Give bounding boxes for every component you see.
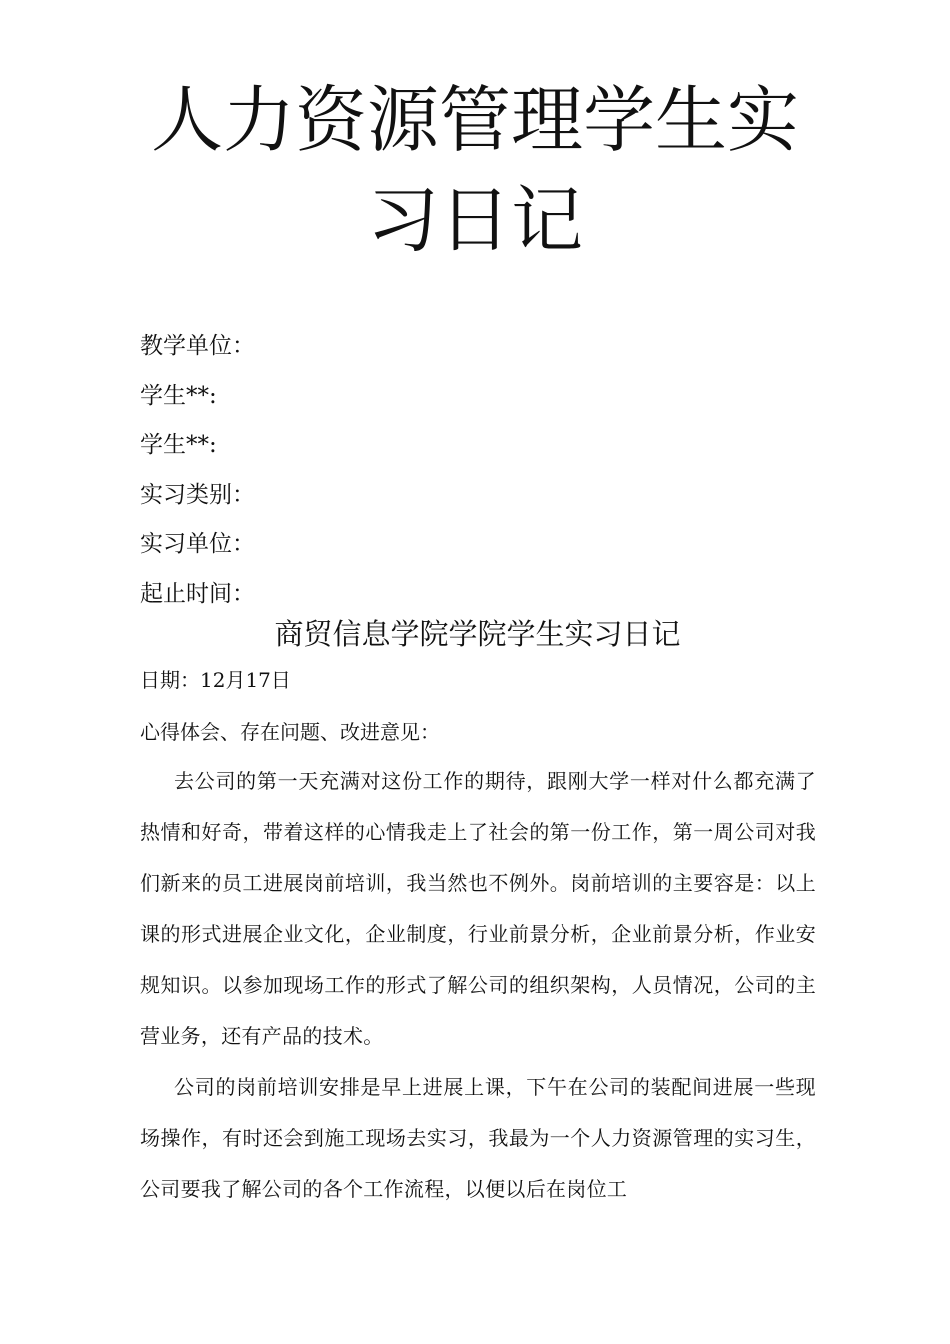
field-internship-type: 实习类别： xyxy=(140,481,255,508)
section-label: 心得体会、存在问题、改进意见： xyxy=(140,720,440,744)
diary-subtitle: 商贸信息学院学院学生实习日记 xyxy=(274,617,681,651)
paragraph: 去公司的第一天充满对这份工作的期待，跟刚大学一样对什么都充满了热情和好奇，带着这样的心情我走上了社会的第一份工作，第一周公司对我们新来的员工进展岗前培训，我当然也不例外。岗前培训的主要容是：以上课的形式进展企业文化，企业制度，行业前景分析，企业前景分析，作业安规知识。以参加现场工作的形式了解公司的组织架构，人员情况，公司的主营业务，还有产品的技术。 xyxy=(140,769,816,1048)
field-period: 起止时间： xyxy=(140,580,255,607)
diary-body xyxy=(140,756,816,1215)
field-teaching-unit: 教学单位： xyxy=(140,333,255,359)
field-student-1: 学生**: xyxy=(140,382,217,409)
field-student-2: 学生**: xyxy=(140,432,217,458)
paragraph: 公司的岗前培训安排是早上进展上课，下午在公司的装配间进展一些现场操作，有时还会到施工现场去实习，我最为一个人力资源管理的实习生，公司要我了解公司的各个工作流程，以便以后在岗位工 xyxy=(140,1075,816,1201)
diary-date: 日期：12月17日 xyxy=(140,668,291,692)
document-title: 人力资源管理学生实习日记 xyxy=(150,78,799,262)
info-fields xyxy=(140,322,810,619)
field-internship-unit: 实习单位： xyxy=(140,531,255,557)
